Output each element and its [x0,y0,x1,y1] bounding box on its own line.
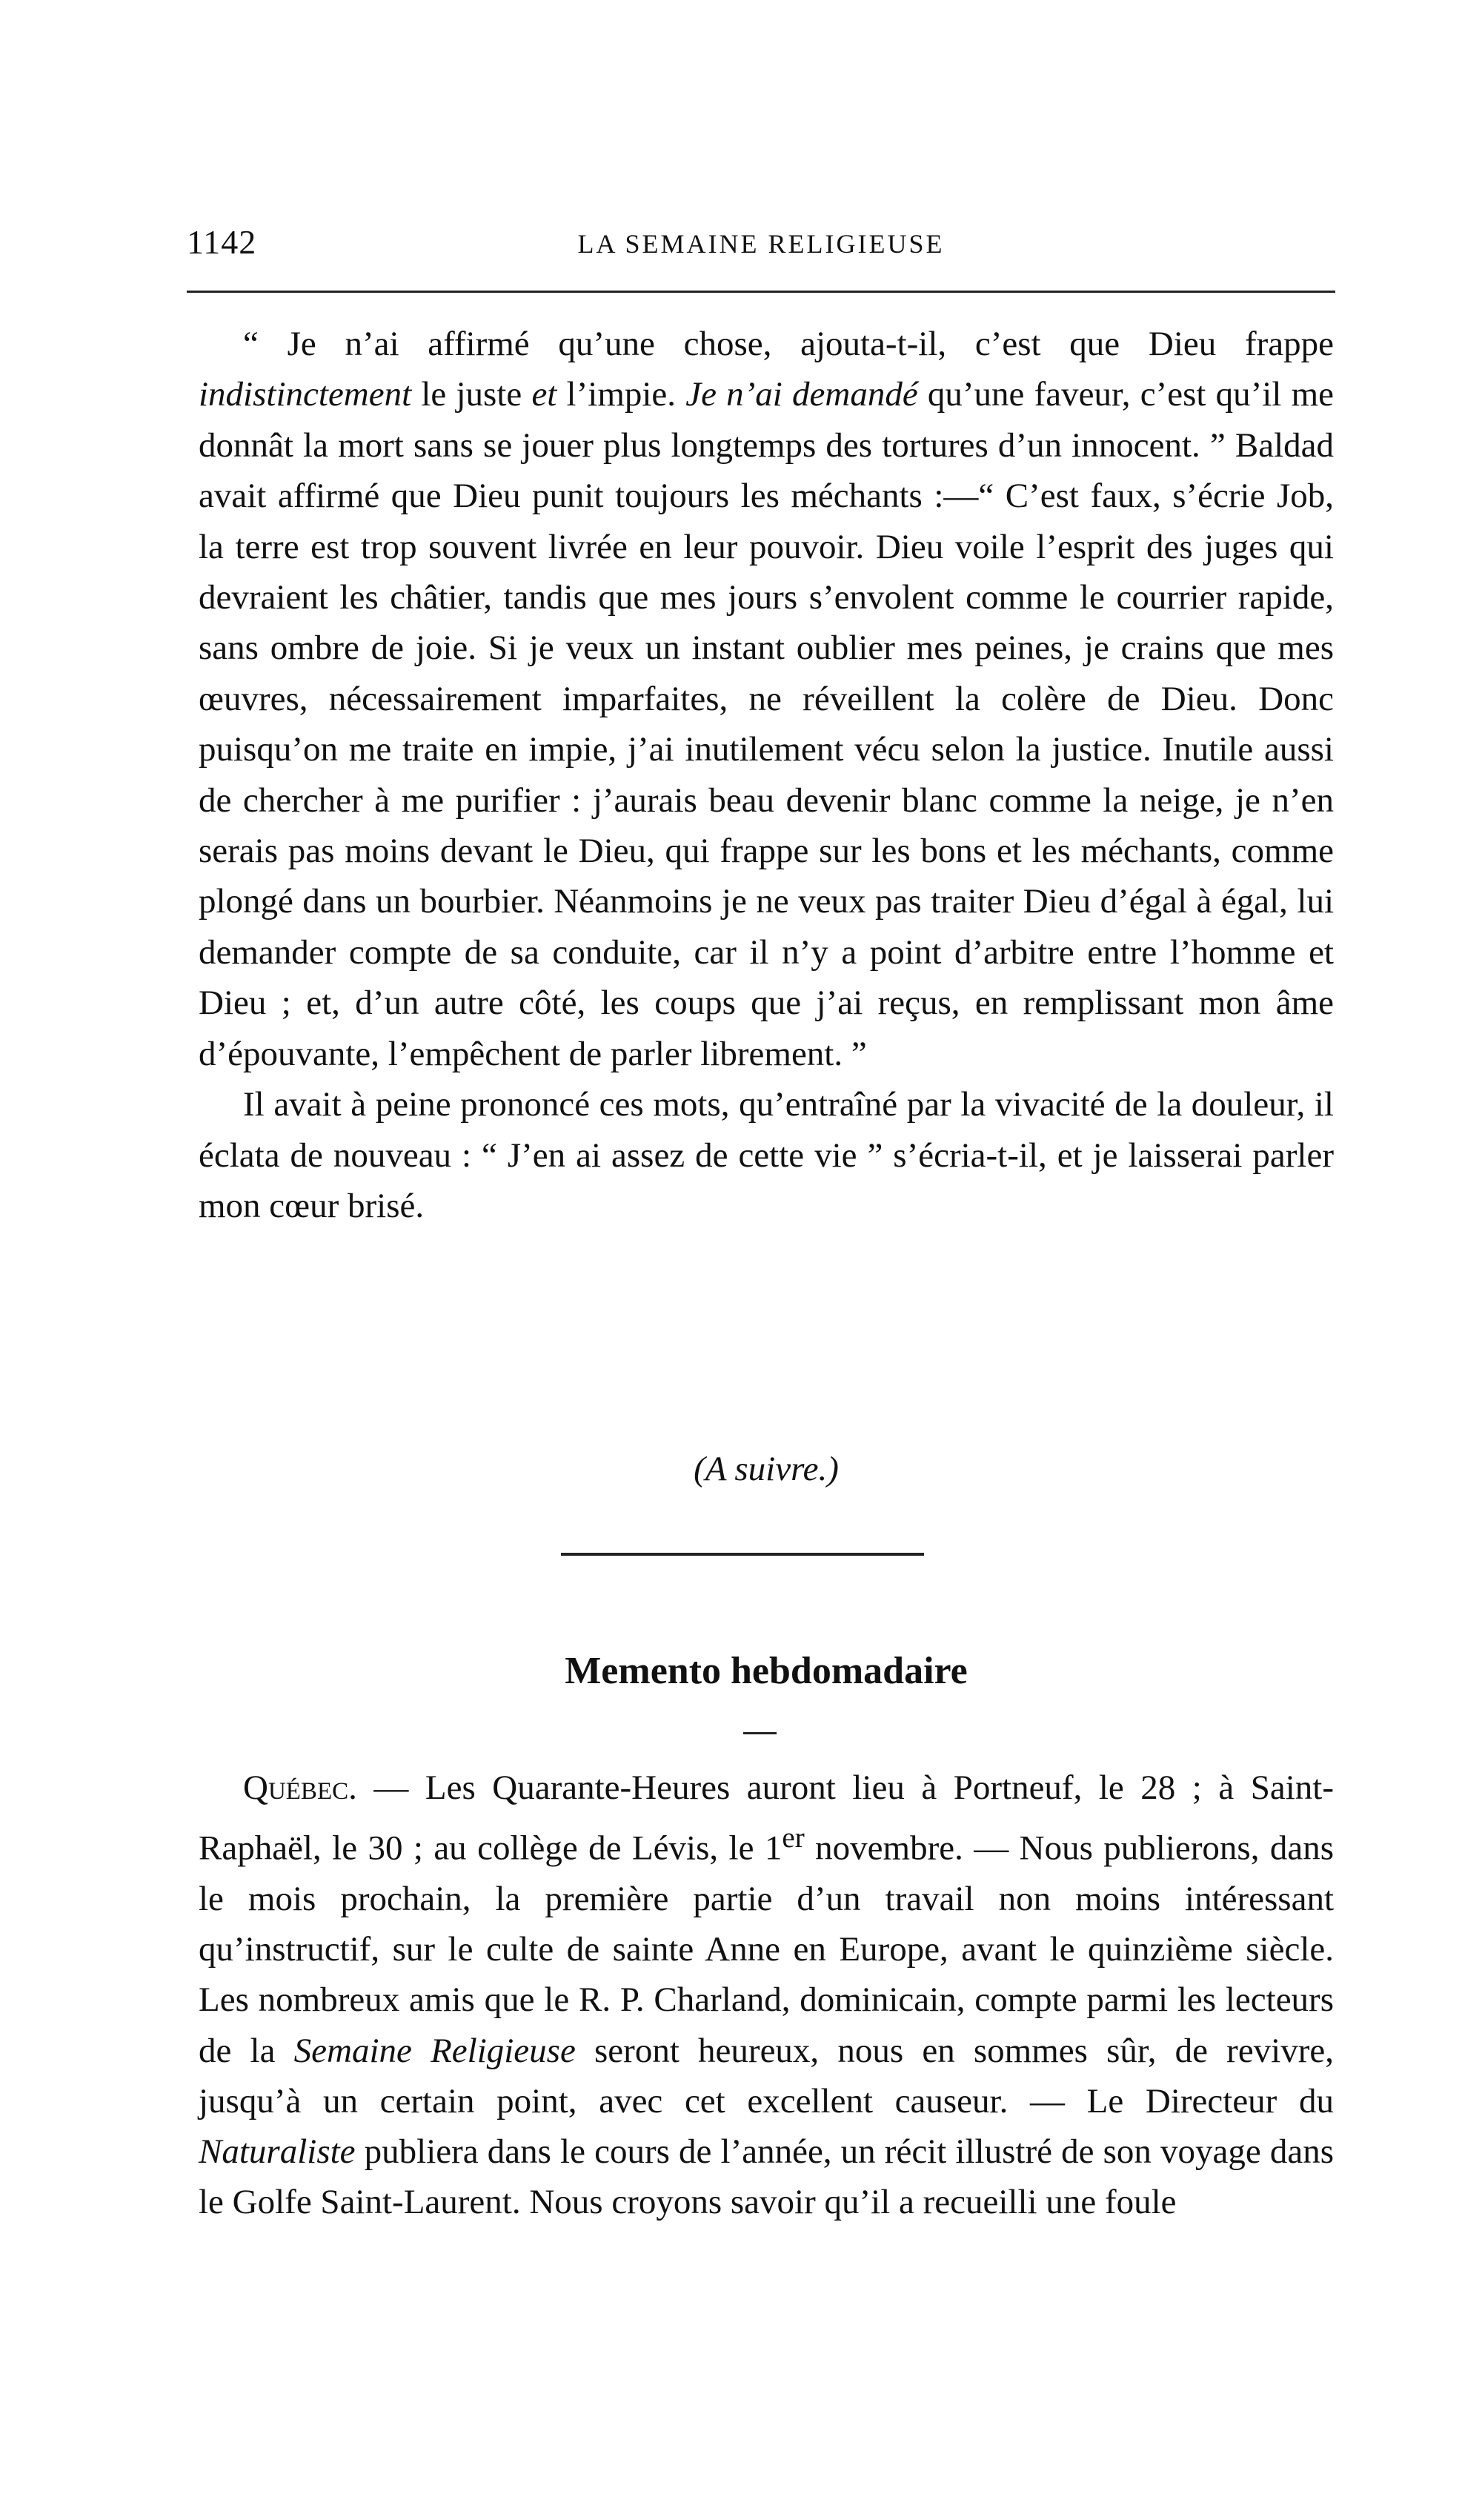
text-span: qu’une faveur, c’est qu’il me donnât la mort sans se jouer plus longtemps des tortures d’un innocent. ” Baldad avait affirmé que Dieu punit toujours les méchants :—“ C’est faux, s’écrie Job, la terre est trop souvent livrée en leur pouvoir. Dieu voile l’esprit des juges qui devraient les châtier, tandis que mes jours s’envolent comme le courrier rapide, sans ombre de joie. Si je veux un instant oublier mes peines, je crains que mes œuvres, nécessairement imparfaites, ne réveillent la colère de Dieu. Donc puisqu’on me traite en impie, j’ai inutilement vécu selon la justice. Inutile aussi de chercher à me purifier : j’aurais beau devenir blanc comme la neige, je n’en serais pas moins devant le Dieu, qui frappe sur les bons et les méchants, comme plongé dans un bourbier. Néanmoins je ne veux pas traiter Dieu d’égal à égal, lui demander compte de sa conduite, car il n’y a point d’arbitre entre l’homme et Dieu ; et, d’un autre côté, les coups que j’ai reçus, en remplissant mon âme d’épouvante, l’empêchent de parler librement. ” [199,375,1334,1073]
text-span: seront heureux, nous en sommes sûr, de revivre, jusqu’à un certain point, avec cet excellent causeur. — Le Directeur du [199,2031,1335,2121]
italic-span: indistinctement [199,375,412,414]
page-header [187,222,1335,267]
text-span: — Les Quarante-Heures auront lieu à Portneuf, le 28 ; à Saint-Raphaël, le 30 ; au collège de Lévis, le 1 [199,1768,1334,1868]
heading-dash [743,1732,777,1734]
header-rule [187,291,1335,293]
paragraph-continuation: Il avait à peine prononcé ces mots, qu’entraîné par la vivacité de la douleur, il éclata de nouveau : “ J’en ai assez de cette vie ” s’écria-t-il, et je laisserai parler mon cœur brisé. [199,1085,1334,1225]
memento-heading: Memento hebdomadaire [565,1650,968,1692]
text-span: “ Je n’ai affirmé qu’une chose, ajouta-t-il, c’est que Dieu frappe [243,325,1334,363]
italic-span: et [531,375,557,414]
page-number: 1142 [187,223,257,261]
section-divider [561,1553,924,1556]
superscript: er [782,1822,805,1854]
to-be-continued: (A suivre.) [694,1450,839,1488]
italic-span: Je n’ai demandé [685,375,918,414]
paragraph-job-speech [199,319,1334,1079]
running-title: LA SEMAINE RELIGIEUSE [577,229,945,259]
article-body [199,319,1334,1231]
text-span: novembre. — Nous publierons, dans le mois prochain, la première partie d’un travail non moins intéressant qu’instructif, sur le culte de sainte Anne en Europe, avant le quinzième siècle. Les nombreux amis que le R. P. Charland, dominicain, compte parmi les lecteurs de la [199,1828,1335,2070]
memento-paragraph [199,1763,1334,2227]
journal-title: Semaine Religieuse [293,2031,576,2070]
text-span: l’impie. [556,375,686,414]
journal-title: Naturaliste [199,2132,356,2172]
place-name: Québec. [243,1768,357,1807]
text-span: publiera dans le cours de l’année, un récit illustré de son voyage dans le Golfe Saint-Laurent. Nous croyons savoir qu’il a recueilli une foule [199,2132,1334,2222]
text-span: le juste [411,375,532,414]
memento-body [199,1763,1334,2227]
